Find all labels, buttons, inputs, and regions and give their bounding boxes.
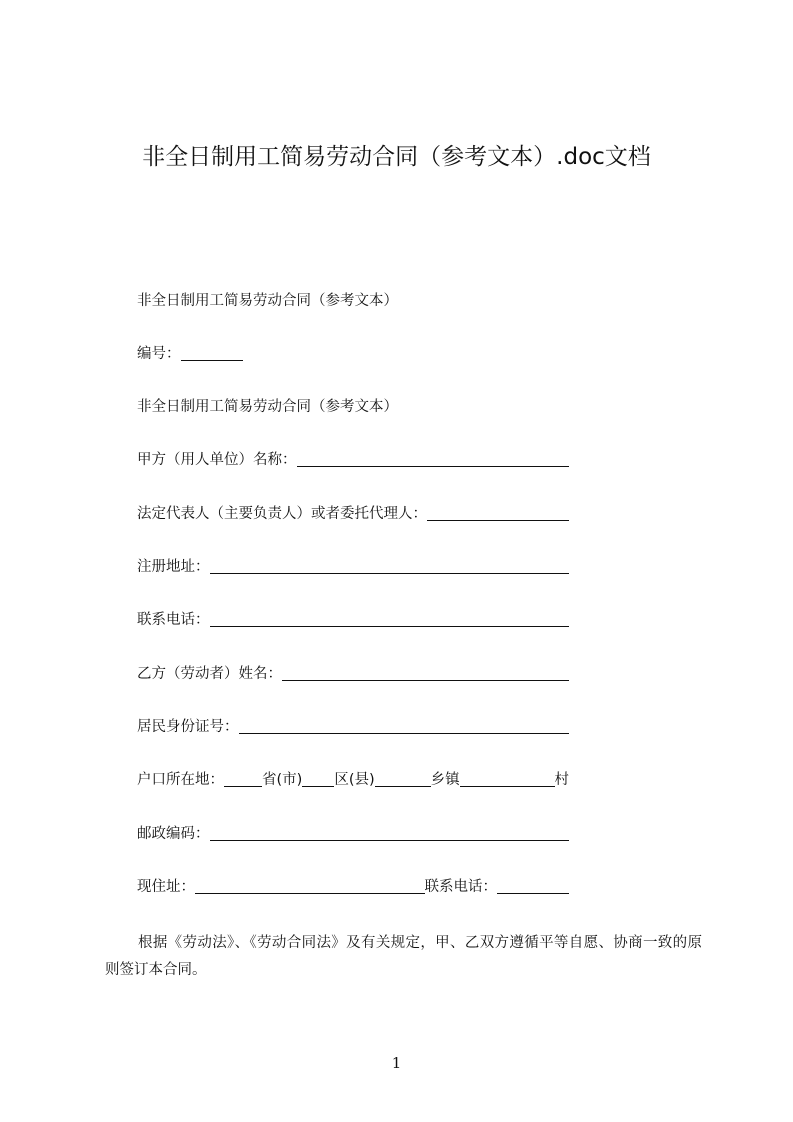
document-title: 非全日制用工简易劳动合同（参考文本）.doc文档 [142,144,651,170]
contract-number-label: 编号： [137,346,181,362]
reg-address-blank [210,558,570,574]
id-number-blank [239,718,570,734]
legal-rep-blank [427,505,569,521]
contract-number-line [137,344,243,364]
intro-paragraph: 根据《劳动法》、《劳动合同法》及有关规定，甲、乙双方遵循平等自愿、协商一致的原则签订本合同。 [105,935,702,978]
current-address-field [137,877,569,897]
hukou-province-blank [224,771,262,787]
hukou-field [137,770,569,790]
contact-phone-a-field [137,610,569,630]
party-b-name-field [137,664,569,684]
party-a-name-field [137,450,569,470]
hukou-town-blank [375,771,431,787]
contact-phone-b-blank [497,878,569,894]
party-a-name-label: 甲方（用人单位）名称： [137,452,297,468]
party-b-name-blank [282,665,569,681]
hukou-village-label: 村 [554,772,569,788]
postal-code-field [137,824,569,844]
legal-rep-field [137,504,569,524]
party-a-name-blank [297,451,570,467]
current-address-label: 现住址： [137,879,195,895]
contract-heading: 非全日制用工简易劳动合同（参考文本） [137,293,398,309]
postal-code-blank [210,825,570,841]
contract-number-blank [181,345,243,361]
hukou-label: 户口所在地： [137,772,224,788]
reg-address-label: 注册地址： [137,559,210,575]
postal-code-label: 邮政编码： [137,826,210,842]
hukou-province-label: 省(市) [262,772,303,788]
hukou-district-blank [302,771,334,787]
party-b-name-label: 乙方（劳动者）姓名： [137,666,282,682]
current-address-blank [195,878,425,894]
contact-phone-a-blank [210,611,570,627]
reg-address-field [137,557,569,577]
hukou-village-blank [460,771,555,787]
legal-rep-label: 法定代表人（主要负责人）或者委托代理人： [137,506,427,522]
hukou-district-label: 区(县) [334,772,375,788]
contact-phone-a-label: 联系电话： [137,612,210,628]
hukou-town-label: 乡镇 [430,772,460,788]
contract-subheading: 非全日制用工简易劳动合同（参考文本） [137,399,398,415]
id-number-field [137,717,569,737]
contact-phone-b-label: 联系电话： [424,879,497,895]
page-number: 1 [391,1054,402,1072]
id-number-label: 居民身份证号： [137,719,239,735]
